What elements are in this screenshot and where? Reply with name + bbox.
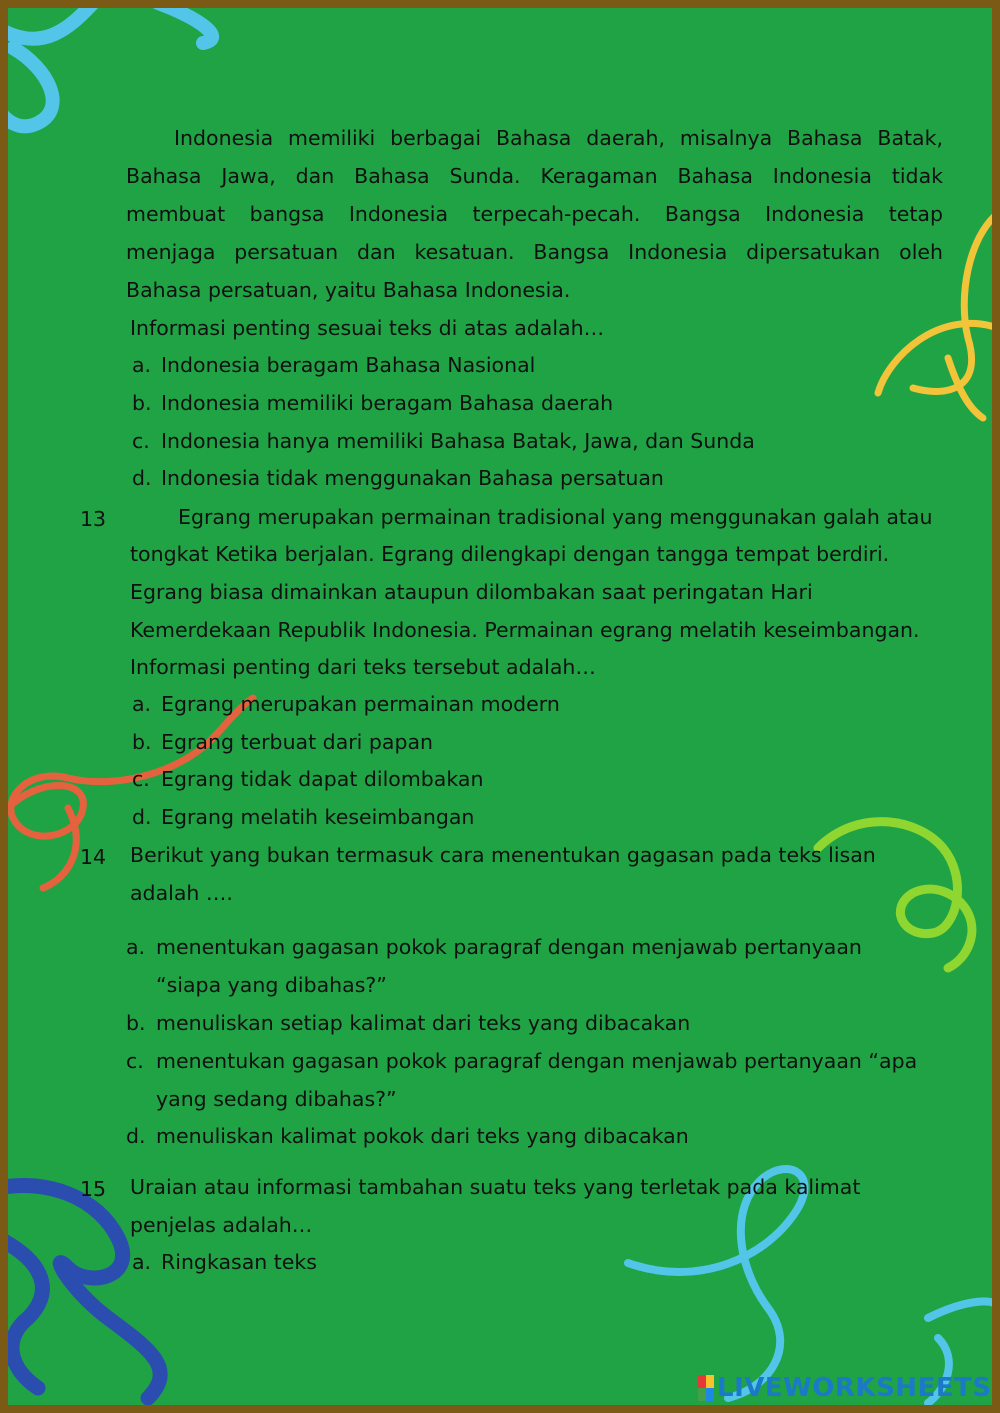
squiggle-cyan-top-left	[8, 8, 212, 126]
q14-question-line-2: adalah ….	[130, 881, 233, 905]
q13-question: Informasi penting dari teks tersebut adalah…	[130, 655, 596, 679]
q13-passage-line-2: tongkat Ketika berjalan. Egrang dilengkapi dengan tangga tempat berdiri.	[130, 542, 890, 566]
q13-option-c[interactable]: Egrang tidak dapat dilombakan	[161, 767, 484, 791]
q14-option-d-letter: d.	[126, 1124, 146, 1148]
q14-option-c-letter: c.	[126, 1049, 144, 1073]
q14-option-c-line-2[interactable]: yang sedang dibahas?”	[156, 1087, 397, 1111]
q14-option-b-letter: b.	[126, 1011, 146, 1035]
liveworksheets-brand: LIVEWORKSHEETS	[717, 1373, 992, 1403]
q14-option-a-line-1[interactable]: menentukan gagasan pokok paragraf dengan menjawab pertanyaan	[156, 935, 862, 959]
q14-option-a-letter: a.	[126, 935, 146, 959]
badge-cell-yellow	[706, 1375, 714, 1388]
q13-passage-line-4: Kemerdekaan Republik Indonesia. Permainan egrang melatih keseimbangan.	[130, 618, 920, 642]
q15-option-a[interactable]: Ringkasan teks	[161, 1250, 317, 1274]
q13-passage-line-3: Egrang biasa dimainkan ataupun dilombakan saat peringatan Hari	[130, 580, 813, 604]
q15-number: 15	[80, 1177, 107, 1201]
q15-question-line-2: penjelas adalah…	[130, 1213, 313, 1237]
q15-option-a-letter: a.	[132, 1250, 152, 1274]
q12-option-d-letter: d.	[132, 466, 152, 490]
q13-number: 13	[80, 507, 107, 531]
q12-passage-line-3: membuat bangsa Indonesia terpecah-pecah. Bangsa Indonesia tetap	[126, 202, 943, 226]
q13-option-a-letter: a.	[132, 692, 152, 716]
q12-option-a[interactable]: Indonesia beragam Bahasa Nasional	[161, 353, 536, 377]
liveworksheets-logo	[698, 1373, 992, 1403]
q13-option-d-letter: d.	[132, 805, 152, 829]
q12-option-b[interactable]: Indonesia memiliki beragam Bahasa daerah	[161, 391, 614, 415]
q14-option-d[interactable]: menuliskan kalimat pokok dari teks yang dibacakan	[156, 1124, 689, 1148]
q13-option-a[interactable]: Egrang merupakan permainan modern	[161, 692, 560, 716]
q14-option-c-line-1[interactable]: menentukan gagasan pokok paragraf dengan menjawab pertanyaan “apa	[156, 1049, 918, 1073]
q14-number: 14	[80, 845, 107, 869]
q12-passage-line-5: Bahasa persatuan, yaitu Bahasa Indonesia.	[126, 278, 571, 302]
q13-option-b-letter: b.	[132, 730, 152, 754]
q13-option-c-letter: c.	[132, 767, 150, 791]
q14-question-line-1: Berikut yang bukan termasuk cara menentukan gagasan pada teks lisan	[130, 843, 876, 867]
q13-option-d[interactable]: Egrang melatih keseimbangan	[161, 805, 475, 829]
q14-option-b[interactable]: menuliskan setiap kalimat dari teks yang dibacakan	[156, 1011, 691, 1035]
q12-option-b-letter: b.	[132, 391, 152, 415]
q14-option-a-line-2[interactable]: “siapa yang dibahas?”	[156, 973, 387, 997]
q12-option-d[interactable]: Indonesia tidak menggunakan Bahasa persatuan	[161, 466, 664, 490]
q13-option-b[interactable]: Egrang terbuat dari papan	[161, 730, 434, 754]
q12-question: Informasi penting sesuai teks di atas adalah…	[130, 316, 605, 340]
badge-cell-red	[698, 1375, 706, 1388]
q12-passage-line-1: Indonesia memiliki berbagai Bahasa daerah, misalnya Bahasa Batak,	[174, 126, 943, 150]
badge-cell-blue	[706, 1388, 714, 1401]
q12-passage-line-2: Bahasa Jawa, dan Bahasa Sunda. Keragaman Bahasa Indonesia tidak	[126, 164, 943, 188]
badge-cell-green	[698, 1388, 706, 1401]
liveworksheets-badge-icon	[698, 1375, 714, 1401]
q15-question-line-1: Uraian atau informasi tambahan suatu teks yang terletak pada kalimat	[130, 1175, 861, 1199]
q12-passage-line-4: menjaga persatuan dan kesatuan. Bangsa Indonesia dipersatukan oleh	[126, 240, 943, 264]
q13-passage-line-1: Egrang merupakan permainan tradisional yang menggunakan galah atau	[178, 505, 933, 529]
q12-option-a-letter: a.	[132, 353, 152, 377]
squiggle-cyan-bottom-right	[628, 1169, 992, 1403]
worksheet-page	[8, 8, 992, 1405]
q12-option-c[interactable]: Indonesia hanya memiliki Bahasa Batak, Jawa, dan Sunda	[161, 429, 755, 453]
q12-option-c-letter: c.	[132, 429, 150, 453]
